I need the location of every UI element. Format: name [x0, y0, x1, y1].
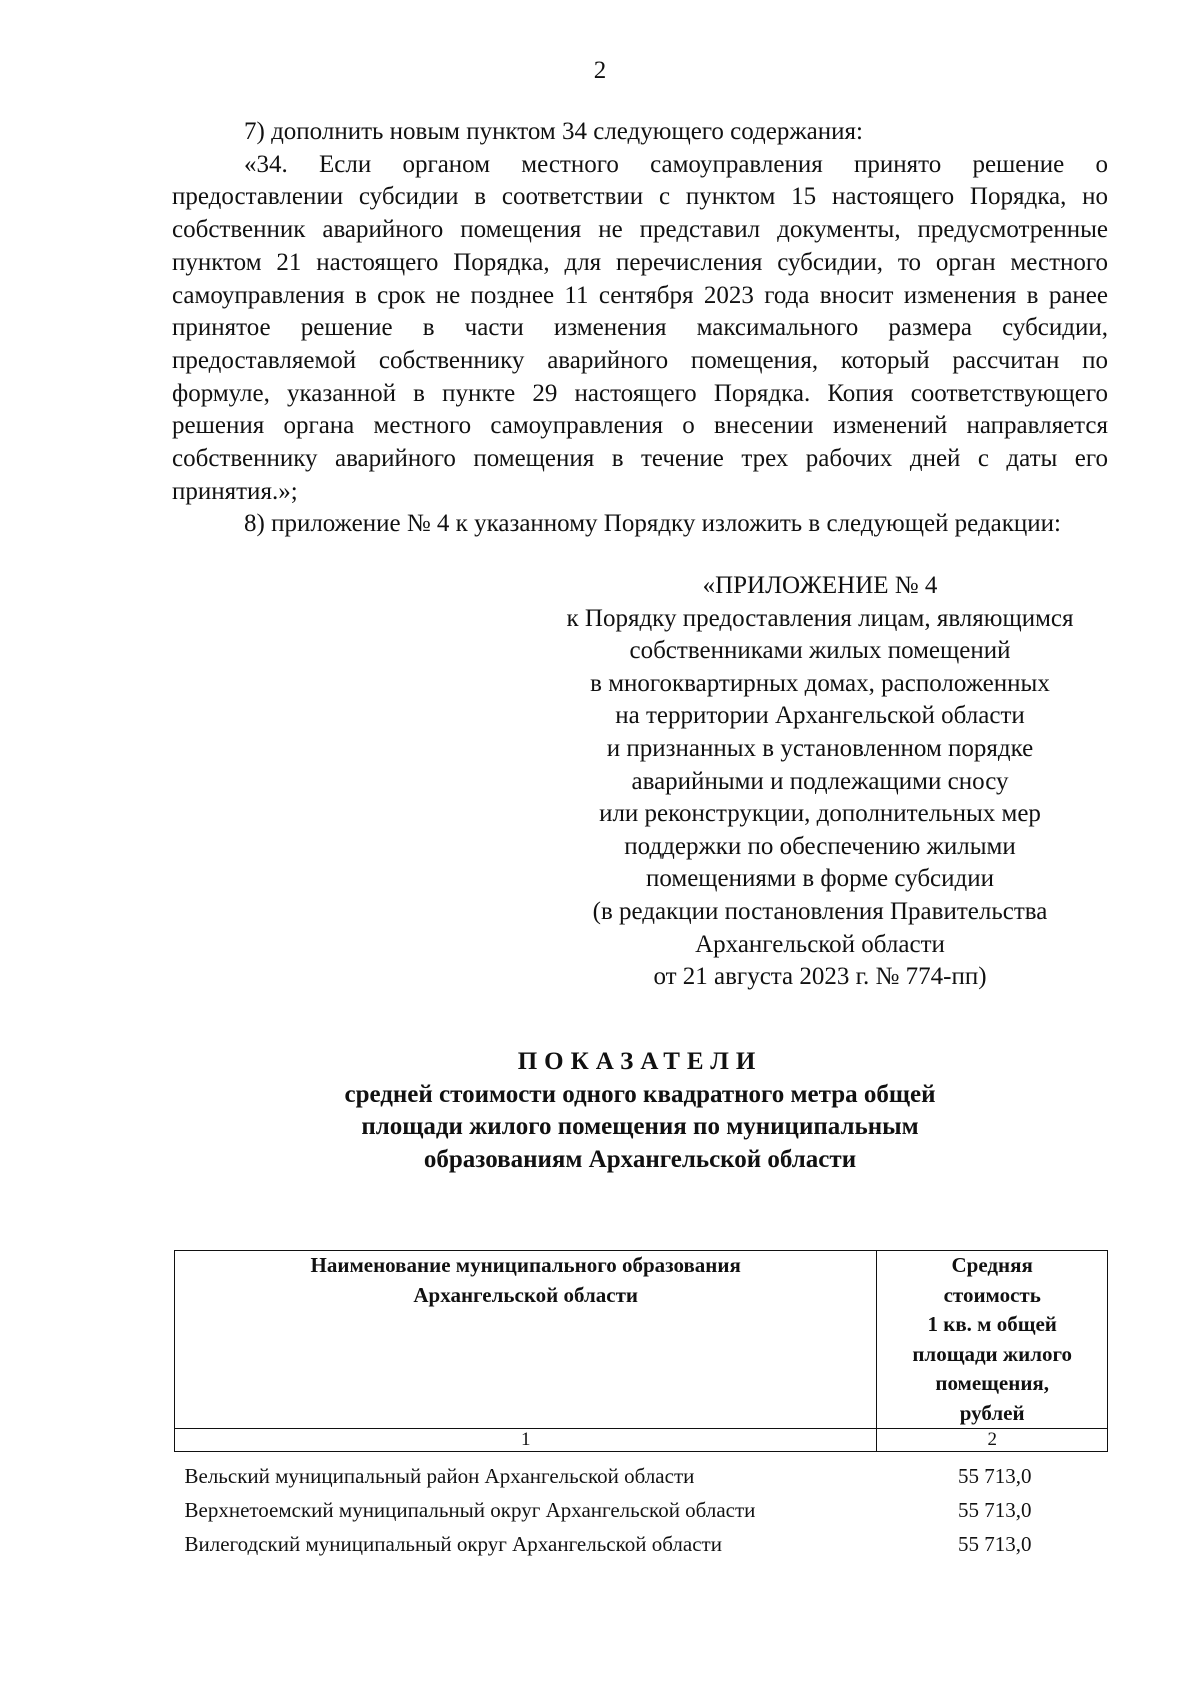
appendix-line: в многоквартирных домах, расположенных — [590, 669, 1050, 697]
document-title-main: ПОКАЗАТЕЛИ — [517, 1048, 763, 1075]
municipality-name: Верхнетоемский муниципальный округ Архангельской области — [184, 1498, 756, 1522]
column-number-row — [175, 1429, 1108, 1452]
appendix-line: (в редакции постановления Правительства — [592, 897, 1048, 925]
average-price: 55 713,0 — [958, 1532, 1032, 1556]
paragraph-item-7: 7) дополнить новым пунктом 34 следующего содержания: — [244, 118, 863, 145]
document-title — [160, 1046, 1120, 1177]
appendix-line: к Порядку предоставления лицам, являющимся — [566, 604, 1074, 632]
appendix-line: от 21 августа 2023 г. № 774-пп) — [653, 963, 987, 991]
paragraph-item-8: 8) приложение № 4 к указанному Порядку изложить в следующей редакции: — [244, 510, 1061, 538]
column-header-name: Наименование муниципального образования Архангельской области — [175, 1251, 877, 1429]
appendix-line: помещениями в форме субсидии — [645, 865, 995, 893]
paragraph-item-34-text: «34. Если органом местного самоуправления принято решение о предоставлении субсидии в соответствии с пунктом 15 настоящего Порядка, но собственник аварийного помещения не представил документы, предусмотренные пунктом 21 настоящего Порядка, для перечисления субсидии, то орган местного самоуправления в срок не позднее 11 сентября 2023 года вносит изменения в ранее принятое решение в части изменения максимального размера субсидии, предоставляемой собственнику аварийного помещения, который рассчитан по формуле, указанной в пункте 29 настоящего Порядка. Копия соответствующего решения органа местного самоуправления о внесении изменений направляется собственнику аварийного помещения в течение трех рабочих дней с даты его принятия.»; — [172, 150, 1108, 505]
appendix-line: на территории Архангельской области — [615, 702, 1025, 730]
table-header-row — [175, 1251, 1108, 1429]
appendix-line: аварийными и подлежащими сносу — [631, 767, 1009, 795]
document-subtitle-line: площади жилого помещения по муниципальным — [361, 1113, 919, 1141]
municipality-name: Вилегодский муниципальный округ Архангельской области — [184, 1532, 722, 1556]
table-row — [175, 1493, 1108, 1527]
average-price: 55 713,0 — [958, 1464, 1032, 1488]
appendix-heading — [500, 570, 1140, 994]
appendix-line: собственниками жилых помещений — [629, 637, 1011, 665]
column-number: 1 — [175, 1429, 877, 1452]
document-subtitle-line: образованиям Архангельской области — [423, 1146, 857, 1174]
municipality-name: Вельский муниципальный район Архангельской области — [184, 1464, 695, 1488]
appendix-line: «ПРИЛОЖЕНИЕ № 4 — [702, 572, 938, 599]
page-number: 2 — [593, 57, 607, 84]
average-price: 55 713,0 — [958, 1498, 1032, 1522]
table-row — [175, 1452, 1108, 1494]
body-text — [172, 116, 1108, 541]
appendix-line: Архангельской области — [695, 930, 945, 958]
indicators-table — [174, 1250, 1108, 1561]
table-row — [175, 1527, 1108, 1561]
appendix-line: или реконструкции, дополнительных мер — [599, 800, 1041, 828]
column-number: 2 — [877, 1429, 1108, 1452]
appendix-line: и признанных в установленном порядке — [606, 734, 1034, 762]
document-subtitle-line: средней стоимости одного квадратного метра общей — [344, 1080, 936, 1108]
appendix-line: поддержки по обеспечению жилыми — [624, 832, 1016, 860]
column-header-price: Средняя стоимость 1 кв. м общей площади жилого помещения, рублей — [877, 1251, 1108, 1429]
